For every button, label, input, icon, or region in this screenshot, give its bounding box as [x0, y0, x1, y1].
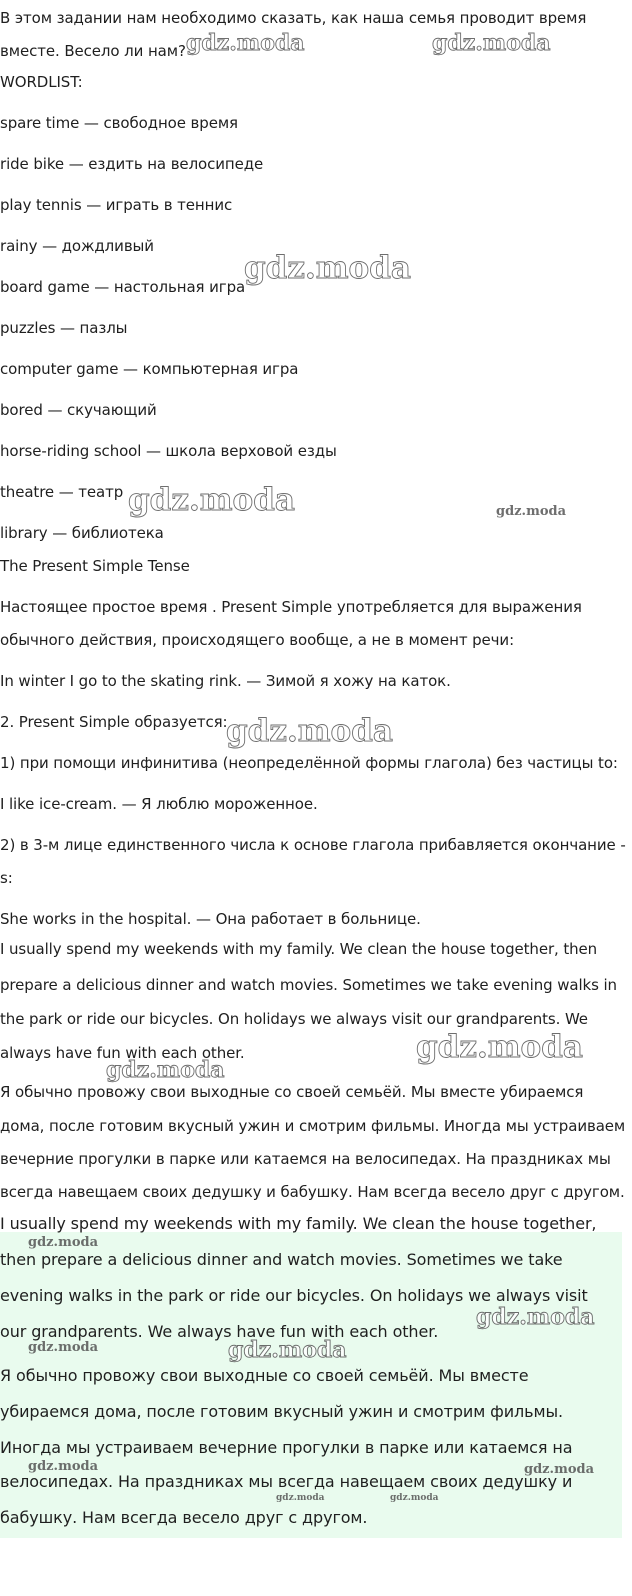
- grammar-example-2: I like ice-cream. — Я люблю мороженное.: [0, 795, 318, 813]
- answer-en-line: then prepare a delicious dinner and watch movies. Sometimes we take: [0, 1250, 563, 1269]
- answer-ru-line: бабушку. Нам всегда весело друг с другом.: [0, 1508, 368, 1527]
- grammar-example-3: She works in the hospital. — Она работает в больнице.: [0, 910, 421, 928]
- grammar-rule-2-line-2: s:: [0, 869, 13, 887]
- wordlist-item: board game — настольная игра: [0, 278, 246, 296]
- wordlist-item: theatre — театр: [0, 483, 124, 501]
- wordlist-item: ride bike — ездить на велосипеде: [0, 155, 264, 173]
- wordlist-item: library — библиотека: [0, 524, 164, 542]
- answer-ru-line: Я обычно провожу свои выходные со своей семьёй. Мы вместе: [0, 1366, 529, 1385]
- wordlist-item: puzzles — пазлы: [0, 319, 128, 337]
- answer-ru-line: убираемся дома, после готовим вкусный ужин и смотрим фильмы.: [0, 1402, 563, 1421]
- essay-ru-line: всегда навещаем своих дедушку и бабушку. Нам всегда весело друг с другом.: [0, 1183, 625, 1201]
- watermark-logo: gdz.moda: [496, 504, 567, 519]
- watermark-logo: gdz.moda: [28, 1235, 99, 1250]
- grammar-paragraph-line-2: обычного действия, происходящего вообще, а не в момент речи:: [0, 631, 515, 649]
- wordlist-item: computer game — компьютерная игра: [0, 360, 299, 378]
- essay-ru-line: вечерние прогулки в парке или катаемся на велосипедах. На праздниках мы: [0, 1150, 611, 1168]
- grammar-rule-1: 1) при помощи инфинитива (неопределённой формы глагола) без частицы to:: [0, 754, 618, 772]
- watermark-logo: gdz.moda: [128, 482, 295, 518]
- grammar-paragraph-line-1: Настоящее простое время . Present Simple употребляется для выражения: [0, 598, 582, 616]
- intro-line-2: вместе. Весело ли нам?: [0, 42, 186, 60]
- wordlist-item: play tennis — играть в теннис: [0, 196, 233, 214]
- watermark-logo: gdz.moda: [244, 250, 411, 286]
- watermark-logo: gdz.moda: [28, 1340, 99, 1355]
- wordlist-item: rainy — дождливый: [0, 237, 154, 255]
- watermark-logo: gdz.moda: [476, 1304, 595, 1330]
- essay-ru-line: дома, после готовим вкусный ужин и смотрим фильмы. Иногда мы устраиваем: [0, 1117, 626, 1135]
- watermark-logo: gdz.moda: [390, 1493, 439, 1503]
- grammar-example-1: In winter I go to the skating rink. — Зимой я хожу на каток.: [0, 672, 451, 690]
- watermark-logo: gdz.moda: [432, 30, 551, 56]
- essay-en-line: always have fun with each other.: [0, 1044, 245, 1062]
- wordlist-item: spare time — свободное время: [0, 114, 238, 132]
- answer-en-line: our grandparents. We always have fun with each other.: [0, 1322, 439, 1341]
- watermark-logo: gdz.moda: [106, 1057, 225, 1083]
- answer-en-line: I usually spend my weekends with my family. We clean the house together,: [0, 1214, 597, 1233]
- wordlist-heading: WORDLIST:: [0, 73, 83, 91]
- wordlist-item: bored — скучающий: [0, 401, 157, 419]
- answer-en-line: evening walks in the park or ride our bicycles. On holidays we always visit: [0, 1286, 588, 1305]
- watermark-logo: gdz.moda: [28, 1459, 99, 1474]
- essay-en-line: the park or ride our bicycles. On holidays we always visit our grandparents. We: [0, 1010, 588, 1028]
- grammar-rule-2-line-1: 2) в 3-м лице единственного числа к основе глагола прибавляется окончание -: [0, 836, 626, 854]
- watermark-logo: gdz.moda: [524, 1462, 595, 1477]
- wordlist-item: horse-riding school — школа верховой езды: [0, 442, 337, 460]
- watermark-logo: gdz.moda: [276, 1493, 325, 1503]
- essay-en-line: I usually spend my weekends with my family. We clean the house together, then: [0, 940, 598, 958]
- grammar-title: The Present Simple Tense: [0, 557, 190, 575]
- essay-en-line: prepare a delicious dinner and watch movies. Sometimes we take evening walks in: [0, 976, 617, 994]
- watermark-logo: gdz.moda: [416, 1029, 583, 1065]
- watermark-logo: gdz.moda: [228, 1337, 347, 1363]
- watermark-logo: gdz.moda: [226, 713, 393, 749]
- intro-line-1: В этом задании нам необходимо сказать, как наша семья проводит время: [0, 9, 587, 27]
- grammar-point-2: 2. Present Simple образуется:: [0, 713, 228, 731]
- essay-ru-line: Я обычно провожу свои выходные со своей семьёй. Мы вместе убираемся: [0, 1083, 584, 1101]
- answer-ru-line: Иногда мы устраиваем вечерние прогулки в парке или катаемся на: [0, 1438, 573, 1457]
- answer-ru-line: велосипедах. На праздниках мы всегда навещаем своих дедушку и: [0, 1472, 573, 1491]
- watermark-logo: gdz.moda: [186, 30, 305, 56]
